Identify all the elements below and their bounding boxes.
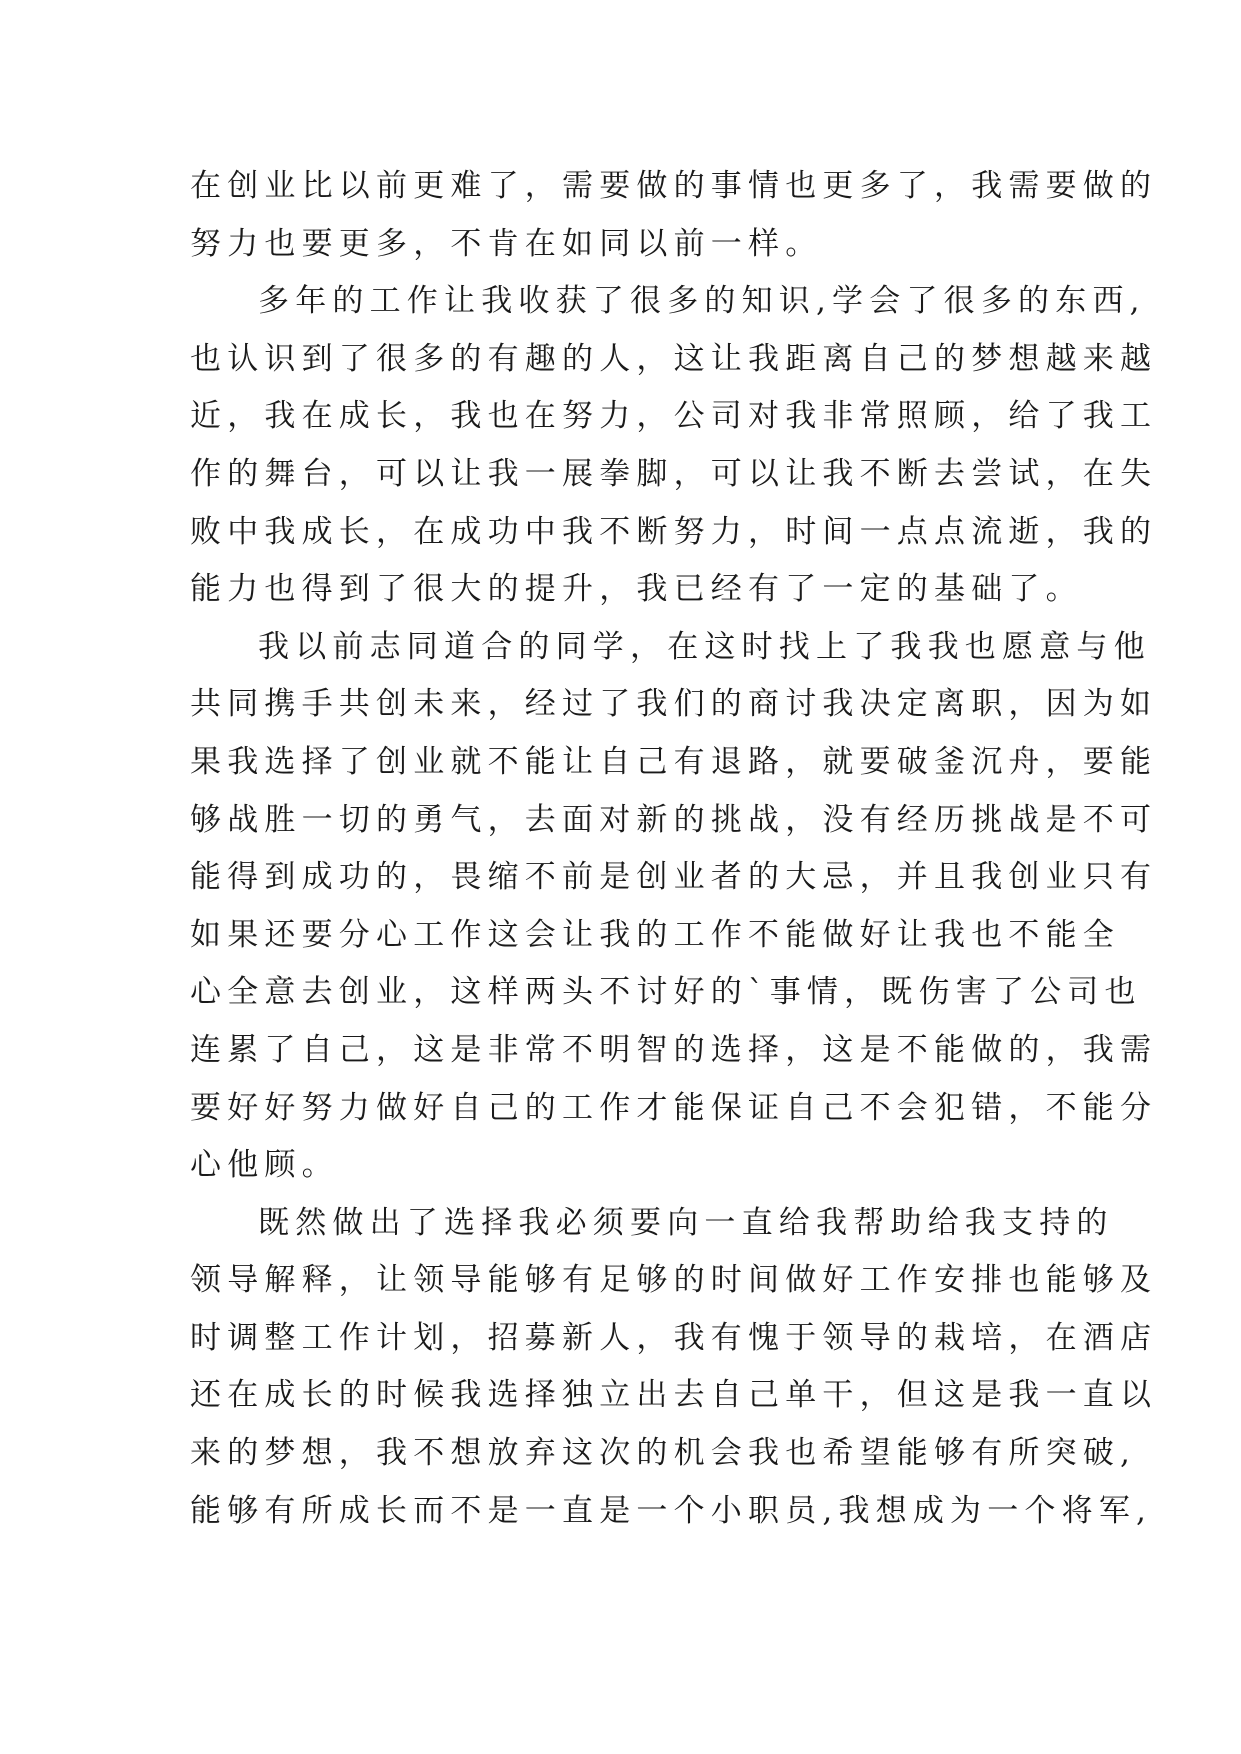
text-line-7: 败中我成长，在成功中我不断努力，时间一点点流逝，我的 [190, 513, 1158, 550]
text-line-19: 既然做出了选择我必须要向一直给我帮助给我支持的 [258, 1204, 1114, 1241]
text-line-5: 近，我在成长，我也在努力，公司对我非常照顾，给了我工 [190, 398, 1158, 435]
text-line-21: 时调整工作计划，招募新人，我有愧于领导的栽培，在酒店 [190, 1319, 1158, 1356]
text-line-2: 努力也要更多，不肯在如同以前一样。 [190, 225, 823, 262]
text-line-20: 领导解释，让领导能够有足够的时间做好工作安排也能够及 [190, 1262, 1158, 1299]
text-line-24: 能够有所成长而不是一直是一个小职员,我想成为一个将军, [190, 1492, 1153, 1529]
text-line-17: 要好好努力做好自己的工作才能保证自己不会犯错，不能分 [190, 1089, 1158, 1126]
text-line-18: 心他顾。 [190, 1147, 339, 1184]
text-line-8: 能力也得到了很大的提升，我已经有了一定的基础了。 [190, 571, 1083, 608]
text-line-3: 多年的工作让我收获了很多的知识,学会了很多的东西, [258, 283, 1146, 320]
text-line-9: 我以前志同道合的同学，在这时找上了我我也愿意与他 [258, 628, 1151, 665]
text-line-15: 心全意去创业，这样两头不讨好的`事情，既伤害了公司也 [190, 974, 1142, 1011]
document-body [190, 158, 1158, 1540]
text-line-6: 作的舞台，可以让我一展拳脚，可以让我不断去尝试，在失 [190, 455, 1158, 492]
text-line-13: 能得到成功的，畏缩不前是创业者的大忌，并且我创业只有 [190, 859, 1158, 896]
text-line-22: 还在成长的时候我选择独立出去自己单干，但这是我一直以 [190, 1377, 1158, 1414]
text-line-1: 在创业比以前更难了，需要做的事情也更多了，我需要做的 [190, 168, 1158, 204]
text-line-11: 果我选择了创业就不能让自己有退路，就要破釜沉舟，要能 [190, 743, 1158, 780]
text-line-12: 够战胜一切的勇气，去面对新的挑战，没有经历挑战是不可 [190, 801, 1158, 838]
text-line-23: 来的梦想，我不想放弃这次的机会我也希望能够有所突破, [190, 1435, 1137, 1472]
text-line-16: 连累了自己，这是非常不明智的选择，这是不能做的，我需 [190, 1031, 1158, 1068]
text-line-14: 如果还要分心工作这会让我的工作不能做好让我也不能全 [190, 916, 1120, 953]
text-line-10: 共同携手共创未来，经过了我们的商讨我决定离职，因为如 [190, 686, 1158, 723]
text-line-4: 也认识到了很多的有趣的人，这让我距离自己的梦想越来越 [190, 340, 1158, 377]
